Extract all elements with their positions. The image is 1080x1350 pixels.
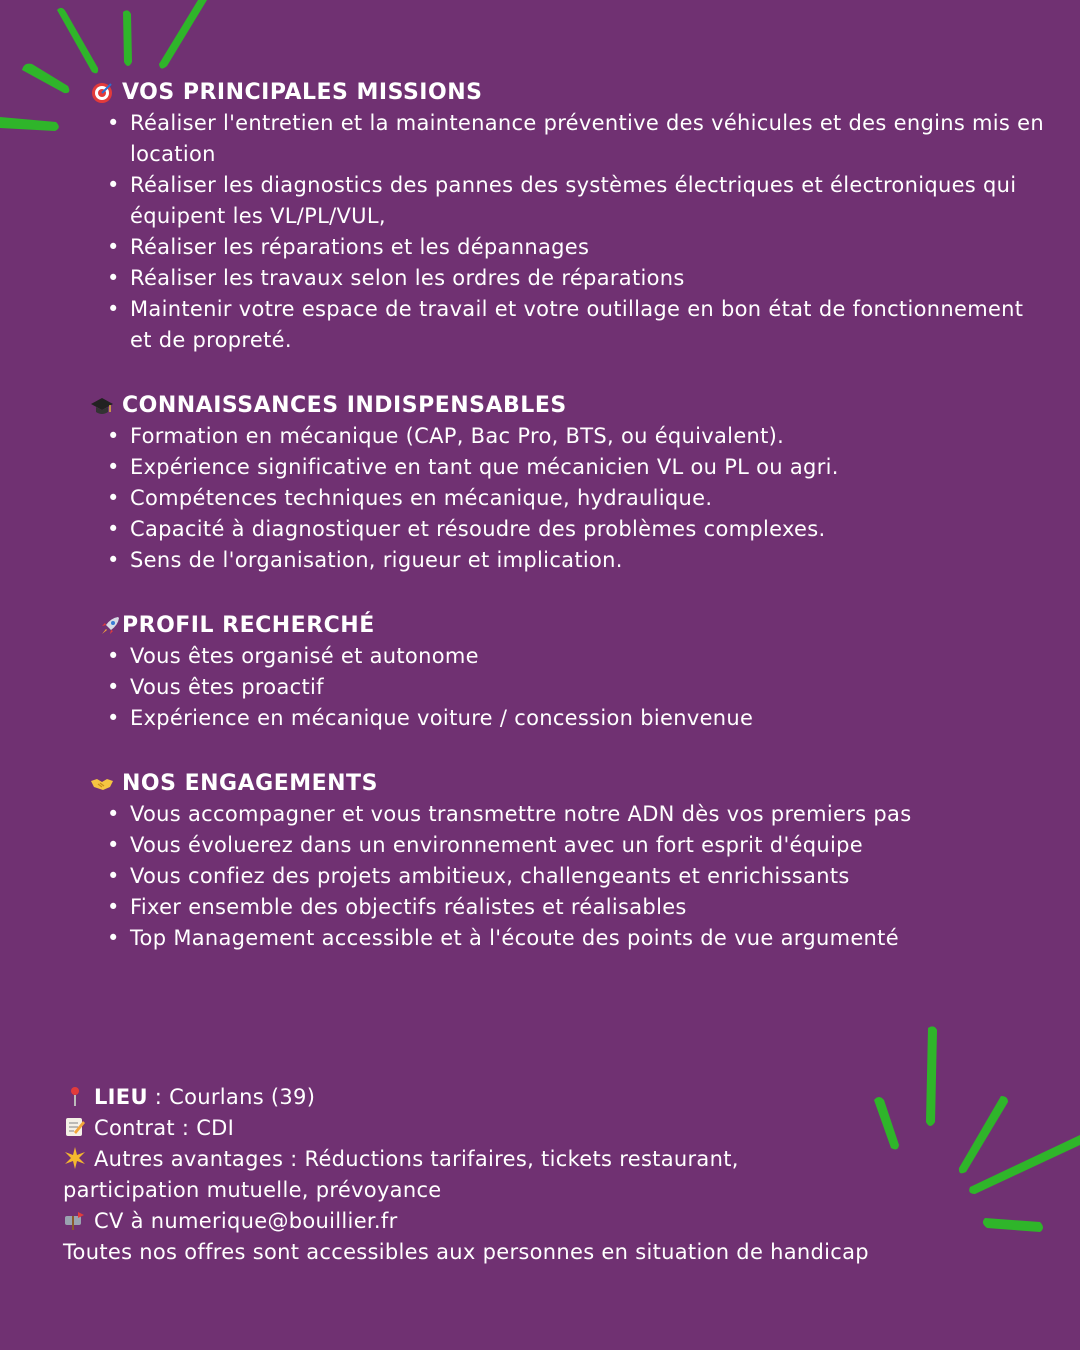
list-item: • Réaliser les diagnostics des pannes des systèmes électriques et électroniques qui équipent les VL/PL/VUL, xyxy=(90,170,1050,232)
contract-text: Contrat : CDI xyxy=(94,1116,235,1140)
list-item: • Fixer ensemble des objectifs réalistes et réalisables xyxy=(90,892,1050,923)
target-icon xyxy=(90,81,114,105)
benefits-text-1: Autres avantages : Réductions tarifaires, tickets restaurant, xyxy=(94,1147,739,1171)
missions-section xyxy=(90,77,1050,356)
list-item: • Expérience significative en tant que mécanicien VL ou PL ou agri. xyxy=(90,452,1050,483)
sparkle-icon xyxy=(63,1146,87,1170)
profile-title xyxy=(90,610,1050,641)
location-value: : Courlans (39) xyxy=(147,1085,316,1109)
list-item: • Vous êtes proactif xyxy=(90,672,1050,703)
section-title-text: PROFIL RECHERCHÉ xyxy=(122,613,375,638)
list-item: • Expérience en mécanique voiture / concession bienvenue xyxy=(90,703,1050,734)
list-item: • Vous confiez des projets ambitieux, challengeants et enrichissants xyxy=(90,861,1050,892)
list-item: • Vous accompagner et vous transmettre notre ADN dès vos premiers pas xyxy=(90,799,1050,830)
mailbox-icon xyxy=(63,1208,87,1232)
cv-row xyxy=(63,1206,1053,1237)
list-item: • Sens de l'organisation, rigueur et implication. xyxy=(90,545,1050,576)
missions-list xyxy=(90,108,1050,356)
knowledge-title xyxy=(90,390,1050,421)
list-item: • Top Management accessible et à l'écoute des points de vue argumenté xyxy=(90,923,1050,954)
commitments-section xyxy=(90,768,1050,954)
location-row xyxy=(63,1082,1053,1113)
list-item: • Capacité à diagnostiquer et résoudre des problèmes complexes. xyxy=(90,514,1050,545)
graduation-cap-icon xyxy=(90,394,114,418)
missions-title xyxy=(90,77,1050,108)
handicap-text: Toutes nos offres sont accessibles aux personnes en situation de handicap xyxy=(63,1240,869,1264)
rocket-icon xyxy=(98,614,122,638)
list-item: • Réaliser les travaux selon les ordres de réparations xyxy=(90,263,1050,294)
list-item: • Formation en mécanique (CAP, Bac Pro, BTS, ou équivalent). xyxy=(90,421,1050,452)
benefits-row xyxy=(63,1144,1053,1175)
list-item: • Compétences techniques en mécanique, hydraulique. xyxy=(90,483,1050,514)
commitments-list xyxy=(90,799,1050,954)
profile-list xyxy=(90,641,1050,734)
profile-section xyxy=(90,610,1050,734)
location-label: LIEU xyxy=(94,1085,148,1109)
list-item: • Vous évoluerez dans un environnement avec un fort esprit d'équipe xyxy=(90,830,1050,861)
memo-icon xyxy=(63,1115,87,1139)
knowledge-section xyxy=(90,390,1050,576)
benefits-text-2: participation mutuelle, prévoyance xyxy=(63,1178,442,1202)
list-item: • Réaliser l'entretien et la maintenance préventive des véhicules et des engins mis en location xyxy=(90,108,1050,170)
handshake-icon xyxy=(90,772,114,796)
pin-icon xyxy=(63,1084,87,1108)
section-title-text: VOS PRINCIPALES MISSIONS xyxy=(122,80,483,105)
list-item: • Maintenir votre espace de travail et votre outillage en bon état de fonctionnement et de propreté. xyxy=(90,294,1050,356)
job-details xyxy=(63,1082,1053,1268)
list-item: • Vous êtes organisé et autonome xyxy=(90,641,1050,672)
knowledge-list xyxy=(90,421,1050,576)
cv-text: CV à numerique@bouillier.fr xyxy=(94,1209,398,1233)
list-item: • Réaliser les réparations et les dépannages xyxy=(90,232,1050,263)
commitments-title xyxy=(90,768,1050,799)
contract-row xyxy=(63,1113,1053,1144)
section-title-text: NOS ENGAGEMENTS xyxy=(122,771,378,796)
section-title-text: CONNAISSANCES INDISPENSABLES xyxy=(122,393,567,418)
